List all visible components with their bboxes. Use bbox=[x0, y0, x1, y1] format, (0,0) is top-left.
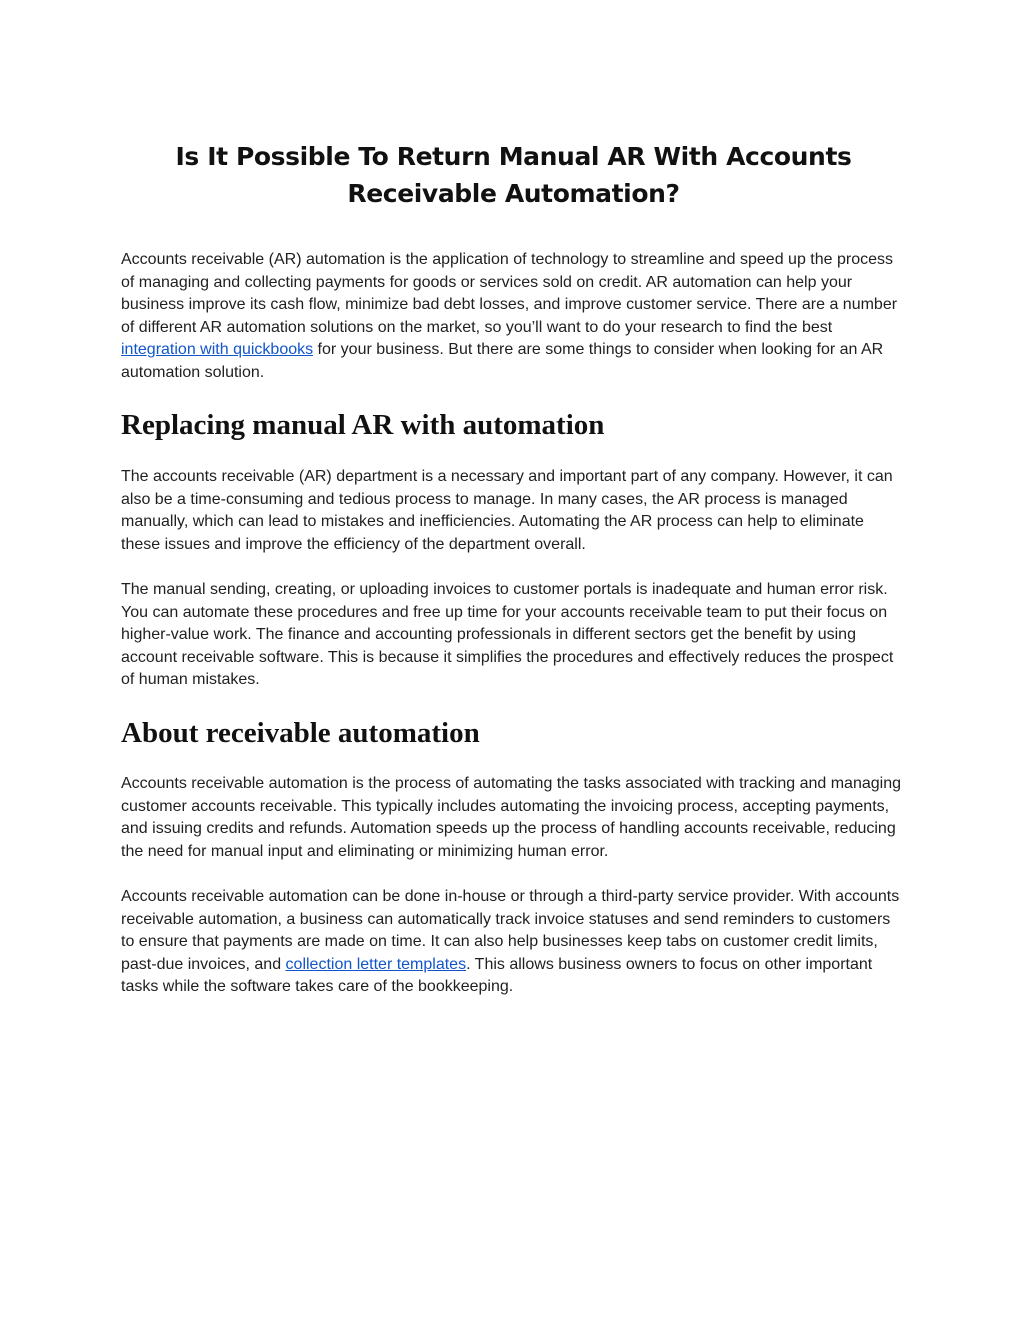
section2-paragraph-2 bbox=[121, 886, 906, 999]
section1-paragraph-2: The manual sending, creating, or uploading invoices to customer portals is inadequate and human error risk. You can automate these procedures and free up time for your accounts receivable team to put their focus on higher-value work. The finance and accounting professionals in different sectors get the benefit by using account receivable software. This is because it simplifies the procedures and effectively reduces the prospect of human mistakes. bbox=[121, 581, 894, 689]
document-title: Is It Possible To Return Manual AR With Accounts Receivable Automation? bbox=[175, 142, 852, 208]
section1-paragraph-1: The accounts receivable (AR) department is a necessary and important part of any company. However, it can also be a time-consuming and tedious process to manage. In many cases, the AR process is managed manually, which can lead to mistakes and inefficiencies. Automating the AR process can help to eliminate these issues and improve the efficiency of the department overall. bbox=[121, 468, 893, 553]
section2-paragraph-1: Accounts receivable automation is the process of automating the tasks associated with tracking and managing customer accounts receivable. This typically includes automating the invoicing process, accepting payments, and issuing credits and refunds. Automation speeds up the process of handling accounts receivable, reducing the need for manual input and eliminating or minimizing human error. bbox=[121, 775, 901, 860]
section-heading-about-receivable-automation: About receivable automation bbox=[121, 717, 480, 749]
intro-paragraph bbox=[121, 249, 906, 385]
section2-text-after-link: . This allows business owners to focus on other important tasks while the software takes care of the bookkeeping. bbox=[121, 955, 873, 996]
intro-text-before-link: Accounts receivable (AR) automation is the application of technology to streamline and speed up the process of managing and collecting payments for goods or services sold on credit. AR automation can help your business improve its cash flow, minimize bad debt losses, and improve customer service. There are a number of different AR automation solutions on the market, so you’ll want to do your research to find the best bbox=[121, 251, 898, 336]
section-heading-replacing-manual-ar: Replacing manual AR with automation bbox=[121, 409, 605, 441]
intro-text-after-link: for your business. But there are some things to consider when looking for an AR automation solution. bbox=[121, 341, 884, 381]
collection-letter-templates-link[interactable]: collection letter templates bbox=[285, 955, 467, 973]
quickbooks-integration-link[interactable]: integration with quickbooks bbox=[121, 341, 314, 359]
section2-text-before-link: Accounts receivable automation can be done in-house or through a third-party service provider. With accounts receivable automation, a business can automatically track invoice statuses and send reminders to customers to ensure that payments are made on time. It can also help businesses keep tabs on customer credit limits, past-due invoices, and bbox=[121, 888, 900, 973]
